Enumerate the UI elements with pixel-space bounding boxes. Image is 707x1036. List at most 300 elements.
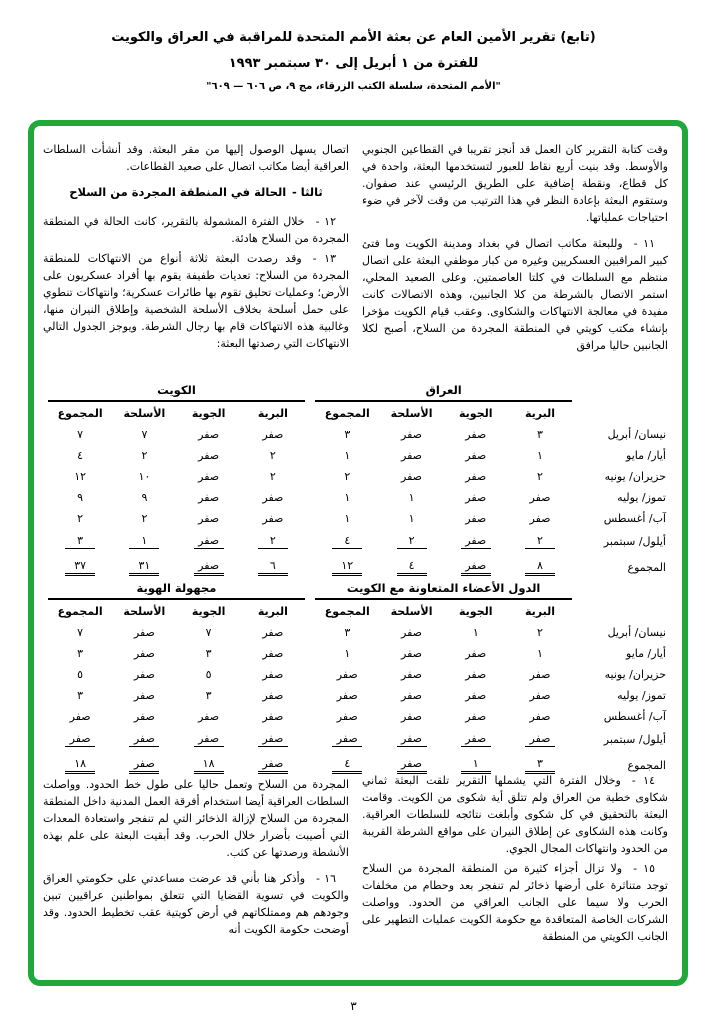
month-label: آب/ أغسطس — [603, 512, 666, 525]
value-cell — [112, 685, 176, 706]
table-row — [48, 622, 670, 643]
value-cell — [508, 685, 572, 706]
value-text: ٢ — [537, 626, 543, 639]
page-header — [0, 30, 707, 92]
value-cell — [48, 529, 112, 554]
value-text: صفر — [529, 512, 551, 525]
value-text: صفر — [258, 757, 288, 774]
column-header: الأسلحة — [390, 604, 433, 618]
value-text: ١ — [408, 491, 415, 504]
value-text: صفر — [262, 668, 284, 681]
value-text: صفر — [262, 626, 284, 639]
value-text: صفر — [465, 668, 487, 681]
paragraph-11: ١١ - وللبعثة مكاتب اتصال في بغداد ومدينة الكويت وما فتئ كبير المراقبين العسكريين وغيره من كبار موظفي البعثة على اتصال منتظم مع السلطات في كلتا العاصمتين. وعلى الصعيد المحلي، استمر الاتصال بالشرطة من كلا الجانبين، وهذه الاتصالات كانت مفيدة في معالجة الانتهاكات والشكاوى. وعقب قيام الكويت مؤخرا بإنشاء مكتب كويتي في المنطقة المجردة من السلاح، أصبح لكلا الجانبين حاليا مرافق — [362, 237, 668, 352]
month-label: أيار/ مايو — [626, 647, 666, 660]
month-label: حزيران/ يونيه — [604, 470, 666, 483]
value-cell — [112, 424, 176, 445]
column-spacer — [305, 529, 315, 554]
value-cell — [508, 445, 572, 466]
value-text: ١ — [344, 449, 351, 462]
value-cell — [241, 727, 305, 752]
value-text: ٧ — [77, 626, 84, 639]
value-cell — [444, 487, 508, 508]
value-text: ٧ — [141, 428, 148, 441]
violations-table-coop-unknown — [48, 576, 670, 779]
month-label: نيسان/ أبريل — [607, 626, 666, 639]
value-cell — [241, 424, 305, 445]
value-cell — [176, 752, 240, 779]
value-text: ٢ — [537, 470, 543, 483]
table-row — [48, 508, 670, 529]
value-text: صفر — [461, 732, 491, 747]
value-text: صفر — [198, 491, 220, 504]
value-cell — [241, 752, 305, 779]
table-header-row — [48, 401, 670, 424]
column-spacer — [305, 706, 315, 727]
value-cell — [508, 487, 572, 508]
value-text: ٣ — [77, 689, 84, 702]
column-header: المجموع — [324, 604, 370, 618]
value-text: ١٢ — [74, 470, 87, 483]
value-cell — [508, 466, 572, 487]
month-label: تموز/ يوليه — [617, 689, 666, 702]
value-text: ٣ — [344, 626, 351, 639]
table-row — [48, 643, 670, 664]
corner-cell — [572, 378, 670, 401]
table-row — [48, 727, 670, 752]
value-text: صفر — [465, 449, 487, 462]
value-cell — [241, 622, 305, 643]
value-text: ٤ — [332, 757, 362, 774]
column-spacer — [305, 466, 315, 487]
value-cell — [508, 727, 572, 752]
value-text: ١ — [344, 647, 351, 660]
value-cell — [241, 706, 305, 727]
value-text: ٤ — [332, 534, 362, 549]
value-text: صفر — [465, 647, 487, 660]
value-text: ١٠ — [138, 470, 151, 483]
value-cell — [379, 529, 443, 554]
value-text: صفر — [529, 668, 551, 681]
value-cell — [48, 664, 112, 685]
value-text: صفر — [401, 428, 423, 441]
value-text: صفر — [401, 626, 423, 639]
column-spacer — [305, 487, 315, 508]
total-label: المجموع — [627, 561, 666, 574]
report-title: (تابع) تقرير الأمين العام عن بعثة الأمم المتحدة للمراقبة في العراق والكويت — [111, 30, 596, 45]
value-cell — [379, 508, 443, 529]
value-cell — [177, 424, 241, 445]
value-text: صفر — [194, 534, 224, 549]
value-text: ٦ — [258, 559, 288, 576]
value-text: ١ — [472, 626, 479, 639]
value-text: ٢ — [258, 534, 288, 549]
section-heading: ثالثا - الحالة في المنطقة المجردة من السلاح — [69, 185, 323, 199]
value-text: صفر — [465, 710, 487, 723]
column-header: الجوية — [459, 406, 493, 420]
table-title-row — [48, 378, 670, 401]
value-cell — [315, 622, 379, 643]
value-text: صفر — [397, 732, 427, 747]
paragraph-15: ١٥ - ولا تزال أجزاء كثيرة من المنطقة المجردة من السلاح توجد متناثرة على أرضها ذخائر لم تنفجر بعد وحطام من مخلفات الحرب ولا سيما على الجانب العراقي من الحدود. وواصلت الشركات الخاصة المتعاقدة مع حكومة الكويت عمليات التطهير على الجانب الكويتي من المنطقة — [362, 862, 668, 943]
value-text: صفر — [465, 512, 487, 525]
value-cell — [241, 529, 305, 554]
value-cell — [444, 685, 508, 706]
value-text: صفر — [397, 757, 427, 774]
month-label: نيسان/ أبريل — [607, 428, 666, 441]
value-text: صفر — [336, 689, 358, 702]
column-header: الجوية — [459, 604, 493, 618]
value-text: صفر — [198, 470, 220, 483]
value-text: صفر — [133, 626, 155, 639]
value-text: صفر — [529, 689, 551, 702]
value-text: صفر — [198, 512, 220, 525]
value-cell — [315, 643, 379, 664]
value-cell — [177, 466, 241, 487]
column-header: الأسلحة — [123, 604, 166, 618]
corner-cell — [572, 576, 670, 599]
table-row — [48, 424, 670, 445]
value-text: صفر — [525, 732, 555, 747]
value-cell — [315, 529, 379, 554]
value-text: صفر — [401, 668, 423, 681]
column-header: البرية — [257, 406, 288, 420]
value-cell — [48, 445, 112, 466]
value-cell — [444, 445, 508, 466]
value-cell — [48, 685, 112, 706]
value-cell — [444, 706, 508, 727]
value-text: صفر — [461, 534, 491, 549]
value-text: ٣ — [77, 647, 84, 660]
value-cell — [315, 727, 379, 752]
value-cell — [508, 664, 572, 685]
table-group-title: الكويت — [48, 378, 305, 401]
value-cell — [315, 685, 379, 706]
value-cell — [379, 466, 443, 487]
value-text: ٣ — [537, 428, 543, 441]
paragraph-16: ١٦ - وأذكر هنا بأني قد عرضت مساعدتي على حكومتي العراق والكويت في تسوية القضايا التي تتعلق بمواطنين عراقيين تبين وجودهم هم وممتلكاتهم في أرض كويتية عقب تخطيط الحدود. وقد أوضحت حكومة الكويت أنه — [43, 872, 349, 936]
value-text: صفر — [129, 757, 159, 774]
value-text: ١٨ — [194, 757, 224, 774]
value-cell — [315, 664, 379, 685]
value-cell — [48, 487, 112, 508]
value-cell — [379, 445, 443, 466]
month-label: أيار/ مايو — [626, 449, 666, 462]
table-row — [48, 466, 670, 487]
column-header: المجموع — [324, 406, 370, 420]
column-header: الأسلحة — [390, 406, 433, 420]
violations-table-iraq-kuwait — [48, 378, 670, 581]
column-top-right — [362, 141, 668, 354]
paragraph-continuation-top: وقت كتابة التقرير كان العمل قد أنجز تقريبا في القطاعين الجنوبي والأوسط. وقد بنيت أربع نقاط للعبور لتستخدمها البعثة، واحدة في كل قطاع، ونقطة إضافية على الطريق الرئيسي عند صفوان. وستقوم البعثة بإعادة النظر في هذا الترتيب من وقت لآخر في ضوء احتياجات عملياتها. — [362, 143, 668, 224]
value-cell — [112, 706, 176, 727]
paragraph-13: ١٣ - وقد رصدت البعثة ثلاثة أنواع من الانتهاكات للمنطقة المجردة من السلاح: تعديات طفيفة يقوم بها أفراد عسكريون على الأرض؛ وعمليات تحليق تقوم بها طائرات عسكرية؛ وانتهاكات تنطوي على حمل أسلحة بخلاف الأسلحة الشخصية وإطلاق النيران منها، وغالبية هذه الانتهاكات قام بها رجال الشرطة. ويوجز الجدول التالي الانتهاكات التي رصدتها البعثة: — [43, 252, 349, 350]
column-header: الجوية — [191, 604, 226, 618]
value-text: صفر — [194, 732, 224, 747]
column-spacer — [305, 622, 315, 643]
value-cell — [379, 706, 443, 727]
value-text: ٣ — [205, 689, 212, 702]
value-cell — [379, 487, 443, 508]
value-cell — [48, 752, 112, 779]
table-group-title: مجهولة الهوية — [48, 576, 305, 599]
column-header: البرية — [524, 406, 556, 420]
value-text: صفر — [332, 732, 362, 747]
value-text: ٣ — [525, 757, 555, 774]
source-citation: "الأمم المتحدة، سلسلة الكتب الزرقاء، مج ٩، ص ٦٠٦ — ٦٠٩" — [206, 81, 501, 92]
table-group-title: العراق — [315, 378, 572, 401]
value-cell — [241, 664, 305, 685]
value-cell — [176, 643, 240, 664]
value-text: ٣ — [65, 534, 95, 549]
column-header: البرية — [257, 604, 288, 618]
value-cell — [241, 487, 305, 508]
column-top-left — [43, 141, 349, 352]
value-cell — [112, 643, 176, 664]
value-text: ١ — [408, 512, 415, 525]
value-cell — [48, 466, 112, 487]
value-text: صفر — [401, 647, 423, 660]
value-text: صفر — [133, 710, 155, 723]
value-cell — [176, 706, 240, 727]
value-text: صفر — [129, 732, 159, 747]
value-text: ٩ — [77, 491, 84, 504]
value-text: صفر — [262, 710, 284, 723]
value-cell — [112, 664, 176, 685]
value-text: ٧ — [205, 626, 212, 639]
value-text: ٢ — [269, 470, 276, 483]
value-text: صفر — [198, 449, 220, 462]
value-text: صفر — [198, 428, 220, 441]
month-label: أيلول/ سبتمبر — [603, 733, 666, 746]
column-spacer — [305, 576, 315, 599]
table-row — [48, 445, 670, 466]
value-cell — [176, 664, 240, 685]
value-text: ٥ — [205, 668, 212, 681]
value-cell — [315, 424, 379, 445]
value-cell — [315, 445, 379, 466]
corner-cell — [572, 599, 670, 622]
value-text: ٣ — [344, 428, 351, 441]
value-cell — [379, 664, 443, 685]
column-spacer — [305, 664, 315, 685]
column-spacer — [305, 508, 315, 529]
column-spacer — [305, 643, 315, 664]
value-text: صفر — [529, 710, 551, 723]
month-label: حزيران/ يونيه — [604, 668, 666, 681]
value-cell — [176, 685, 240, 706]
value-text: صفر — [262, 428, 284, 441]
value-cell — [379, 622, 443, 643]
value-cell — [112, 529, 176, 554]
value-cell — [508, 622, 572, 643]
corner-cell — [572, 401, 670, 424]
report-period: للفترة من ١ أبريل إلى ٣٠ سبتمبر ١٩٩٣ — [228, 56, 479, 71]
value-text: ٤ — [397, 559, 427, 576]
violations-table — [48, 378, 670, 581]
value-text: صفر — [465, 491, 487, 504]
value-text: صفر — [198, 710, 220, 723]
column-header: الأسلحة — [123, 406, 166, 420]
value-cell — [379, 424, 443, 445]
value-text: صفر — [529, 491, 551, 504]
value-text: ١٨ — [65, 757, 95, 774]
value-cell — [112, 508, 176, 529]
paragraph-12: ١٢ - خلال الفترة المشمولة بالتقرير، كانت الحالة في المنطقة المجردة من السلاح هادئة. — [43, 215, 349, 245]
value-text: صفر — [401, 470, 423, 483]
value-cell — [444, 664, 508, 685]
value-text: صفر — [133, 689, 155, 702]
column-spacer — [305, 752, 315, 779]
table-header-row — [48, 599, 670, 622]
value-text: ٣١ — [129, 559, 159, 576]
column-spacer — [305, 401, 315, 424]
column-header: المجموع — [57, 604, 103, 618]
value-cell — [444, 529, 508, 554]
value-text: صفر — [465, 428, 487, 441]
column-header: البرية — [524, 604, 556, 618]
value-cell — [444, 622, 508, 643]
value-cell — [176, 622, 240, 643]
value-cell — [508, 643, 572, 664]
value-text: صفر — [133, 647, 155, 660]
violations-table — [48, 576, 670, 779]
column-spacer — [305, 685, 315, 706]
table-row — [48, 664, 670, 685]
value-cell — [48, 643, 112, 664]
value-cell — [508, 508, 572, 529]
value-text: ١٢ — [332, 559, 362, 576]
value-cell — [315, 706, 379, 727]
column-bottom-right — [362, 772, 668, 945]
table-row — [48, 487, 670, 508]
value-text: ٩ — [141, 491, 148, 504]
column-header: المجموع — [57, 406, 103, 420]
paragraph-14: ١٤ - وخلال الفترة التي يشملها التقرير تلقت البعثة ثماني شكاوى خطية من العراق ولم تتلق أية شكوى من الكويت. وقامت البعثة بالتحقيق في كل شكوى وأبلغت نتائجه للسلطات العراقية. وكانت هذه الشكاوى عن إطلاق النيران على مواقع الشرطة القريبة من الحدود وانتهاكات المجال الجوي. — [362, 774, 668, 855]
value-cell — [444, 727, 508, 752]
value-cell — [444, 424, 508, 445]
column-spacer — [305, 445, 315, 466]
column-bottom-left — [43, 776, 349, 938]
value-text: ٢ — [77, 512, 84, 525]
value-text: ٥ — [77, 668, 84, 681]
value-cell — [508, 529, 572, 554]
value-text: ٢ — [141, 512, 148, 525]
value-text: صفر — [336, 710, 358, 723]
value-text: صفر — [262, 689, 284, 702]
value-cell — [177, 529, 241, 554]
value-text: ٢ — [141, 449, 148, 462]
column-header: الجوية — [191, 406, 226, 420]
value-cell — [177, 445, 241, 466]
value-text: صفر — [194, 559, 224, 576]
value-text: ٤ — [77, 449, 84, 462]
value-text: صفر — [465, 689, 487, 702]
value-cell — [112, 622, 176, 643]
column-spacer — [305, 424, 315, 445]
value-cell — [444, 508, 508, 529]
value-text: ٣ — [205, 647, 212, 660]
value-cell — [112, 487, 176, 508]
value-cell — [508, 706, 572, 727]
table-row — [48, 685, 670, 706]
value-text: ٢ — [269, 449, 276, 462]
value-text: ١ — [461, 757, 491, 774]
value-text: صفر — [401, 449, 423, 462]
value-text: صفر — [258, 732, 288, 747]
value-cell — [48, 727, 112, 752]
value-cell — [176, 727, 240, 752]
value-cell — [508, 424, 572, 445]
value-cell — [112, 752, 176, 779]
month-label: آب/ أغسطس — [603, 710, 666, 723]
paragraph-continuation-bottom: المجردة من السلاح وتعمل حاليا على طول خط الحدود. وواصلت السلطات العراقية أيضا استخدام أفرقة العمل المدنية داخل المنطقة المجردة من السلاح لإزالة الذخائر التي لم تنفجر واستعادة المعدات التي أصيبت بأضرار خلال الحرب. وقد أبقيت البعثة على علم بهذه الأنشطة ورصدتها عن كثب. — [43, 778, 349, 859]
table-title-row — [48, 576, 670, 599]
value-cell — [241, 643, 305, 664]
value-text: ٢ — [397, 534, 427, 549]
value-text: صفر — [401, 689, 423, 702]
value-text: صفر — [262, 647, 284, 660]
value-text: ١ — [537, 647, 543, 660]
month-label: أيلول/ سبتمبر — [603, 535, 666, 548]
column-spacer — [305, 599, 315, 622]
value-text: ١ — [129, 534, 159, 549]
value-text: صفر — [262, 491, 284, 504]
value-text: صفر — [401, 710, 423, 723]
value-cell — [112, 445, 176, 466]
content-frame — [28, 120, 688, 986]
value-text: ٧ — [77, 428, 84, 441]
value-text: صفر — [465, 470, 487, 483]
paragraph-continuation-left: اتصال يسهل الوصول إليها من مقر البعثة. وقد أنشأت السلطات العراقية أيضا مكاتب اتصال على صعيد القطاعات. — [43, 143, 349, 173]
month-label: تموز/ يوليه — [617, 491, 666, 504]
value-cell — [48, 424, 112, 445]
column-spacer — [305, 727, 315, 752]
value-text: صفر — [336, 668, 358, 681]
value-cell — [112, 466, 176, 487]
value-cell — [379, 643, 443, 664]
value-text: صفر — [262, 512, 284, 525]
value-text: ١ — [344, 491, 351, 504]
value-text: ١ — [344, 512, 351, 525]
value-text: ٣٧ — [65, 559, 95, 576]
value-cell — [315, 508, 379, 529]
value-text: صفر — [69, 710, 91, 723]
value-text: ٢ — [344, 470, 351, 483]
page-number: ٣ — [350, 999, 357, 1013]
value-text: ٨ — [525, 559, 555, 576]
table-row — [48, 529, 670, 554]
value-cell — [241, 466, 305, 487]
value-text: صفر — [133, 668, 155, 681]
value-cell — [379, 685, 443, 706]
table-row — [48, 706, 670, 727]
value-cell — [444, 643, 508, 664]
value-cell — [177, 508, 241, 529]
value-cell — [241, 445, 305, 466]
value-text: ٢ — [525, 534, 555, 549]
value-cell — [444, 466, 508, 487]
value-cell — [48, 622, 112, 643]
value-text: صفر — [65, 732, 95, 747]
value-cell — [177, 487, 241, 508]
total-label: المجموع — [627, 759, 666, 772]
value-cell — [379, 727, 443, 752]
value-cell — [48, 508, 112, 529]
value-text: صفر — [461, 559, 491, 576]
column-spacer — [305, 378, 315, 401]
value-text: ١ — [537, 449, 543, 462]
